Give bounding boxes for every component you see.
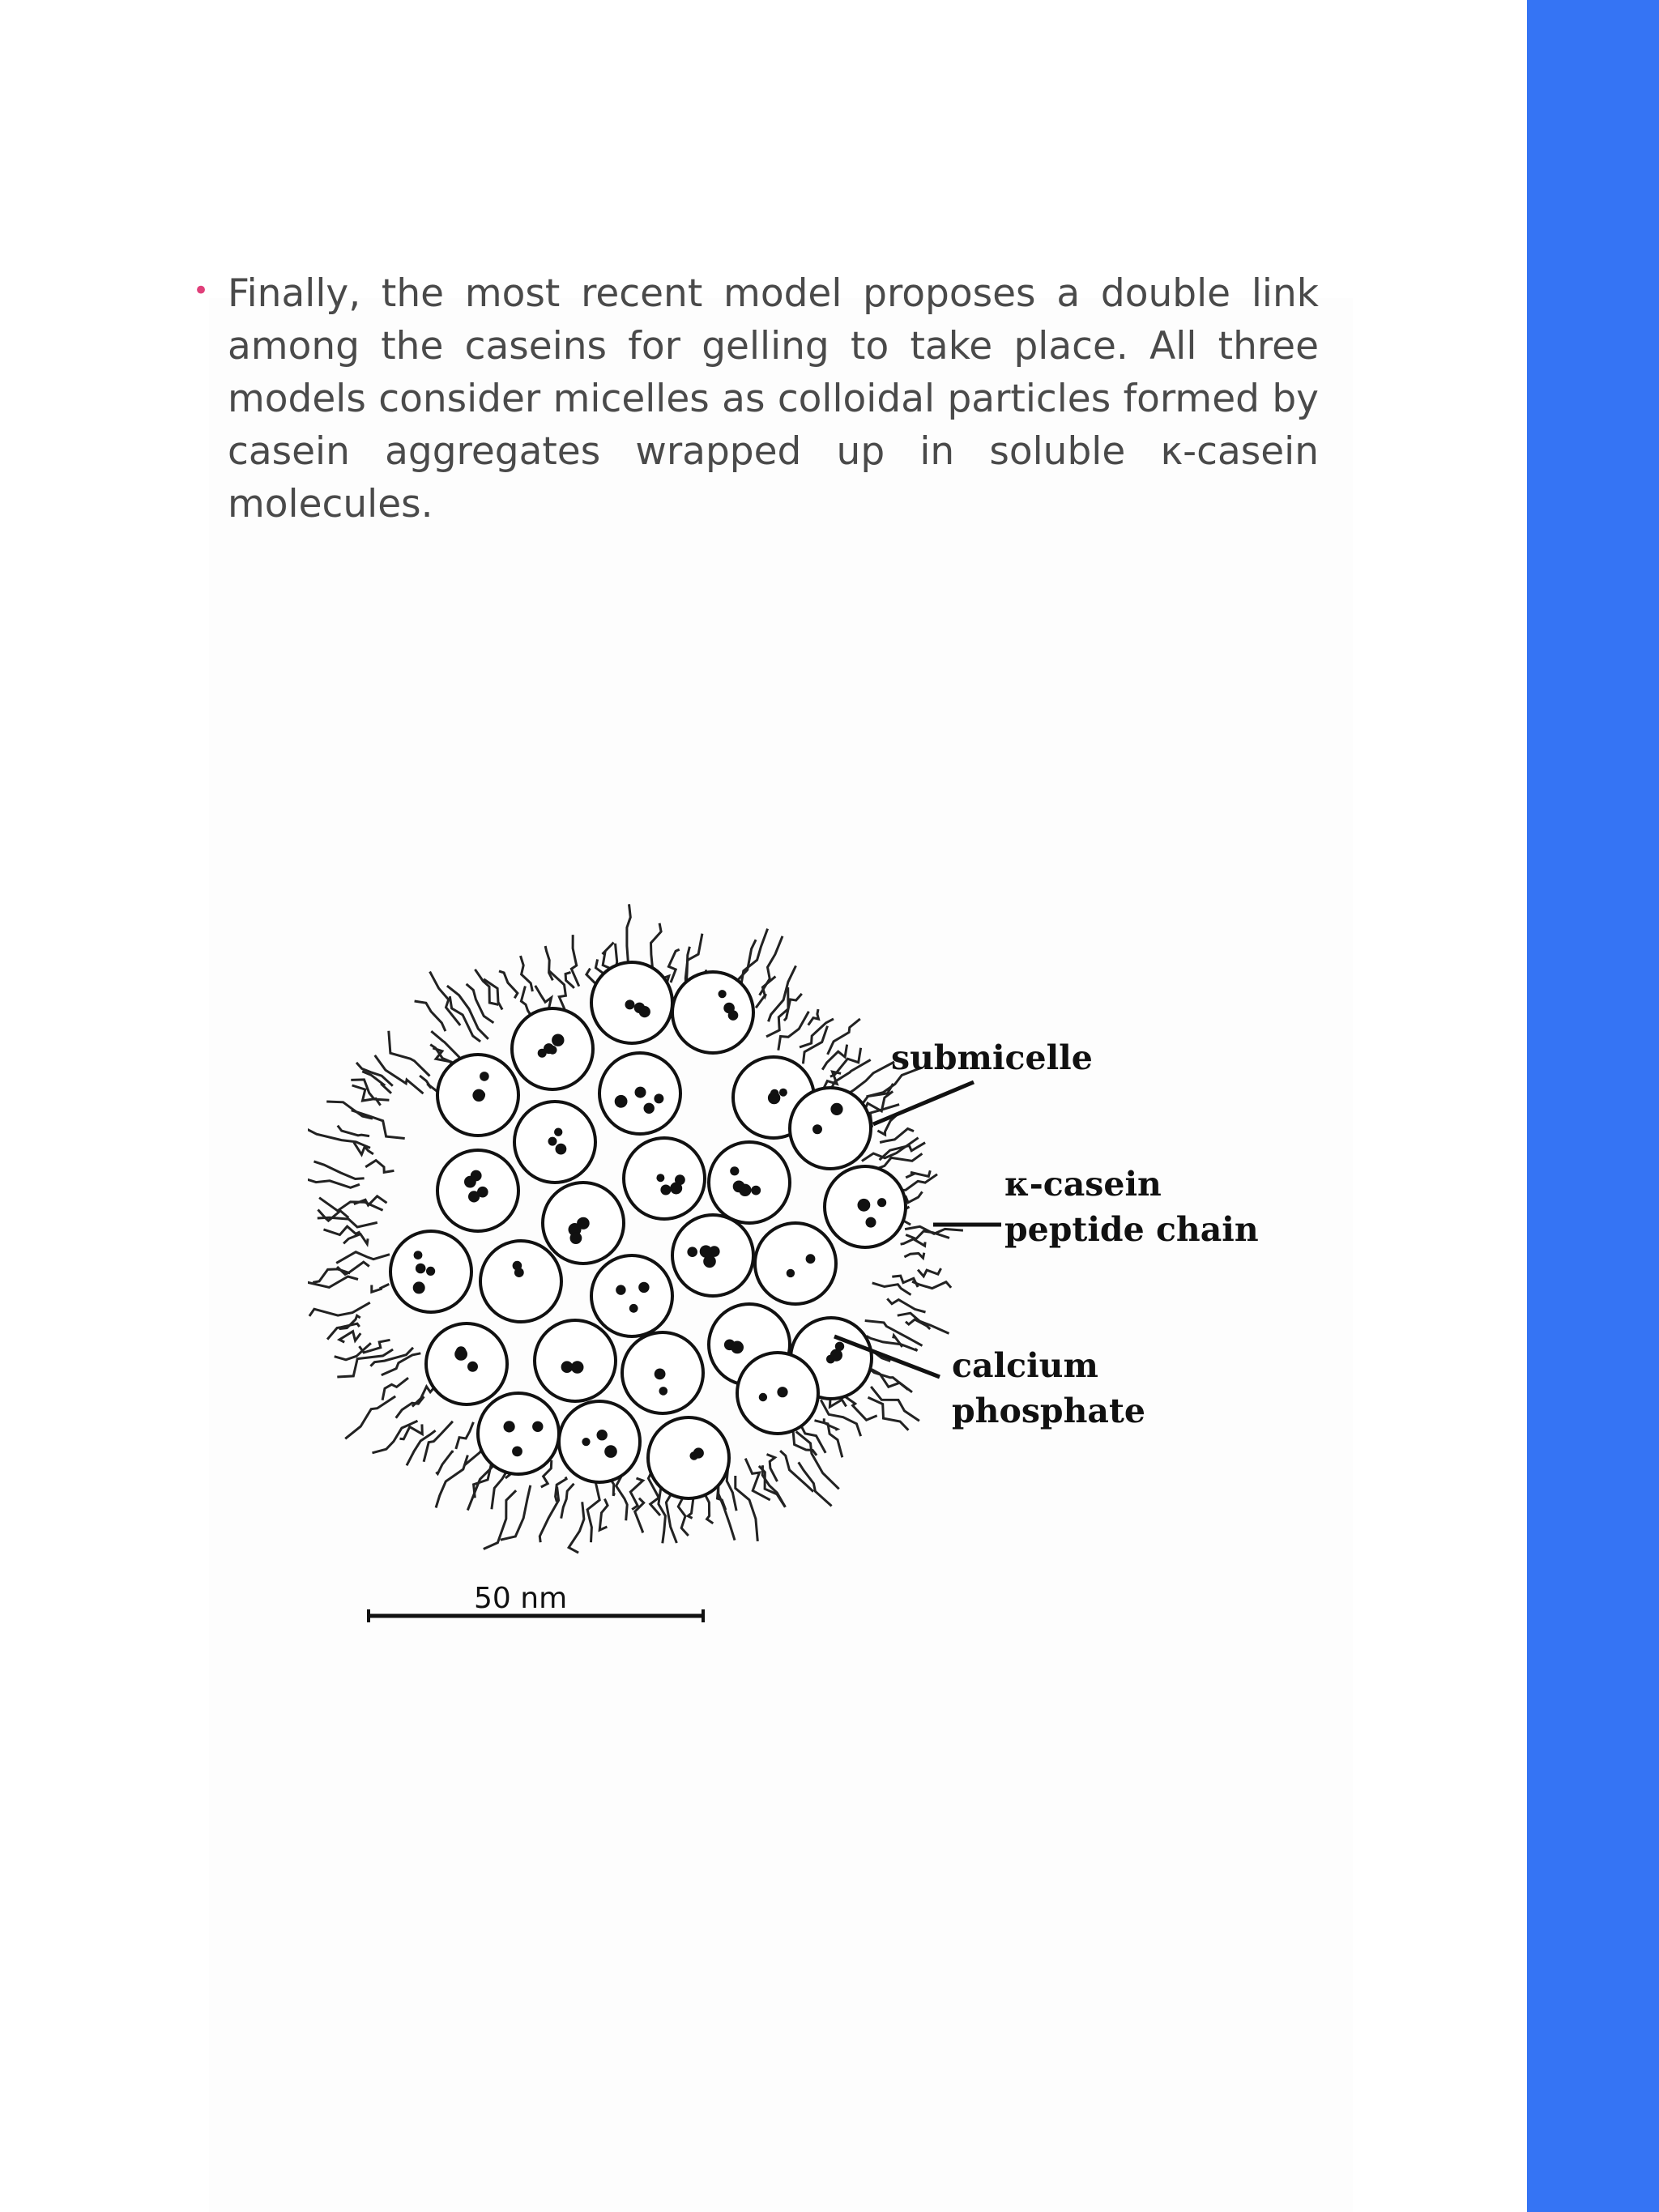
calcium-phosphate-dot: [723, 1003, 735, 1014]
kappa-casein-hair: [313, 1269, 350, 1283]
kappa-casein-hair: [887, 1298, 925, 1312]
calcium-phosphate-dot: [616, 1285, 625, 1294]
kappa-casein-hair: [767, 1455, 778, 1482]
kappa-casein-hair: [906, 1170, 930, 1178]
submicelle: [790, 1088, 871, 1169]
calcium-phosphate-dot: [660, 1185, 671, 1196]
kappa-casein-hair: [872, 1283, 911, 1295]
calcium-phosphate-dot: [467, 1362, 478, 1372]
calcium-phosphate-dot: [554, 1128, 562, 1136]
kappa-casein-hair: [314, 1161, 365, 1179]
kappa-casein-hair: [906, 1231, 949, 1239]
kappa-casein-hair: [904, 1253, 923, 1259]
kappa-casein-hair: [800, 1019, 834, 1047]
submicelle-circle: [535, 1320, 616, 1401]
calcium-phosphate-dot: [787, 1269, 795, 1277]
calcium-phosphate-dot: [779, 1089, 787, 1097]
submicelle: [648, 1417, 729, 1498]
calcium-phosphate-dot: [751, 1186, 761, 1196]
calcium-phosphate-dot: [835, 1342, 844, 1351]
submicelle: [737, 1353, 818, 1434]
submicelles: [390, 962, 906, 1498]
calcium-phosphate-dot: [866, 1217, 876, 1228]
submicelle: [709, 1142, 790, 1223]
kappa-casein-hair: [868, 1397, 909, 1430]
kappa-casein-hair: [354, 1196, 387, 1205]
bullet-icon: •: [193, 275, 210, 307]
kappa-casein-hair: [912, 1281, 951, 1288]
calcium-phosphate-dot: [571, 1361, 584, 1374]
calcium-phosphate-dot: [548, 1137, 557, 1146]
submicelle: [535, 1320, 616, 1401]
kappa-casein-hair: [780, 1451, 813, 1492]
calcium-phosphate-dot: [812, 1124, 822, 1134]
kappa-casein-hair: [668, 949, 679, 982]
submicelle: [512, 1008, 593, 1089]
submicelle: [825, 1166, 906, 1247]
submicelle: [624, 1138, 705, 1219]
kappa-casein-hair: [356, 1063, 393, 1086]
submicelle: [599, 1053, 680, 1134]
submicelle-circle: [426, 1323, 507, 1404]
submicelle: [622, 1332, 703, 1413]
kappa-casein-hair: [627, 904, 630, 966]
kappa-casein-hair: [799, 1462, 832, 1506]
kappa-casein-hair: [918, 1268, 941, 1276]
submicelle-circle: [591, 1255, 672, 1336]
calcium-phosphate-dot: [512, 1447, 522, 1457]
calcium-phosphate-dot: [604, 1445, 617, 1458]
bullet-text: Finally, the most recent model proposes a double link among the caseins for gelling to take place. All three models consider micelles as colloidal particles formed by casein aggregates wrapped up in soluble κ-casein molecules.: [228, 271, 1319, 526]
submicelle: [755, 1223, 836, 1304]
submicelle: [437, 1055, 518, 1136]
kappa-casein-hair: [719, 1480, 735, 1541]
kappa-casein-hair: [389, 1031, 430, 1076]
kappa-casein-hair: [545, 946, 552, 980]
calcium-phosphate-dot: [635, 1087, 646, 1098]
calcium-phosphate-dot: [687, 1247, 697, 1257]
kappa-casein-hair: [436, 1455, 467, 1508]
submicelle-circle: [480, 1241, 561, 1322]
calcium-phosphate-dot: [582, 1438, 590, 1446]
kappa-casein-hair: [535, 986, 552, 1009]
calcium-phosphate-dot: [655, 1369, 666, 1380]
calcium-phosphate-dot: [659, 1387, 668, 1396]
calcium-phosphate-dot: [638, 1282, 649, 1293]
kappa-casein-hair: [308, 1128, 370, 1148]
submicelle: [672, 1215, 753, 1296]
calcium-phosphate-dot: [719, 990, 727, 998]
kappa-casein-hair: [603, 943, 614, 969]
calcium-label: calcium: [952, 1346, 1098, 1385]
calcium-phosphate-dot: [639, 1006, 650, 1017]
submicelle-circle: [790, 1088, 871, 1169]
kcasein-label: κ-casein: [1004, 1165, 1162, 1204]
kappa-casein-hair: [337, 1262, 369, 1274]
kappa-casein-hair: [901, 1239, 926, 1246]
calcium-phosphate-dot: [477, 1187, 488, 1198]
submicelle: [672, 972, 753, 1053]
scale-bar-label: 50 nm: [474, 1582, 568, 1615]
calcium-phosphate-dot: [416, 1264, 426, 1274]
calcium-phosphate-dot: [471, 1170, 482, 1182]
calcium-phosphate-dot: [654, 1093, 663, 1103]
kappa-casein-hair: [351, 1080, 389, 1100]
calcium-phosphate-dot: [426, 1267, 435, 1276]
kappa-casein-hair: [309, 1302, 370, 1316]
accent-side-band: [1527, 0, 1659, 2212]
kappa-casein-hair: [599, 1499, 608, 1531]
submicelle: [559, 1401, 640, 1482]
kappa-casein-hair: [740, 929, 768, 991]
calcium-phosphate-dot: [730, 1166, 739, 1175]
kappa-casein-hair: [784, 994, 802, 1021]
calcium-phosphate-dot: [670, 1183, 682, 1195]
kappa-casein-hair: [808, 1009, 819, 1025]
calcium-phosphate-dot: [414, 1251, 423, 1259]
kappa-casein-hair: [587, 1481, 599, 1542]
peptide-chain-label: peptide chain: [1004, 1210, 1259, 1249]
submicelle: [591, 1255, 672, 1336]
phosphate-label: phosphate: [952, 1392, 1145, 1430]
submicelle-circle: [755, 1223, 836, 1304]
calcium-phosphate-dot: [480, 1072, 489, 1081]
submicelle: [390, 1231, 471, 1312]
calcium-phosphate-dot: [700, 1245, 712, 1257]
kappa-casein-hair: [345, 1396, 395, 1438]
kappa-casein-hair: [415, 1001, 446, 1031]
calcium-phosphate-dot: [777, 1387, 787, 1397]
kappa-casein-hair: [456, 1422, 474, 1449]
calcium-phosphate-dot: [532, 1421, 543, 1432]
kappa-casein-hair: [569, 1502, 584, 1553]
calcium-phosphate-dot: [514, 1268, 524, 1277]
submicelle-label: submicelle: [891, 1038, 1093, 1077]
submicelle: [514, 1102, 595, 1183]
kappa-casein-hair: [828, 1019, 860, 1055]
calcium-phosphate-dot: [454, 1348, 467, 1361]
calcium-phosphate-dot: [413, 1281, 425, 1294]
calcium-phosphate-dot: [693, 1447, 704, 1458]
submicelle-circle: [709, 1142, 790, 1223]
calcium-phosphate-dot: [556, 1144, 567, 1155]
submicelle: [426, 1323, 507, 1404]
calcium-phosphate-dot: [656, 1174, 664, 1182]
calcium-phosphate-dot: [858, 1199, 871, 1212]
kappa-casein-hair: [430, 972, 461, 1025]
calcium-phosphate-dot: [806, 1254, 816, 1264]
submicelle-circle: [648, 1417, 729, 1498]
kappa-casein-hair: [756, 977, 775, 1008]
kappa-casein-hair: [338, 1126, 369, 1136]
calcium-phosphate-dot: [504, 1421, 515, 1432]
kappa-casein-hair: [561, 1484, 574, 1519]
calcium-phosphate-dot: [477, 1091, 485, 1099]
kappa-casein-hair: [339, 1332, 360, 1342]
calcium-phosphate-dot: [615, 1095, 628, 1108]
calcium-phosphate-dot: [625, 999, 635, 1009]
submicelle: [591, 962, 672, 1043]
calcium-phosphate-dot: [570, 1232, 582, 1244]
calcium-phosphate-dot: [830, 1103, 842, 1115]
kappa-casein-hair: [343, 1234, 368, 1244]
kappa-casein-hair: [436, 1451, 453, 1474]
calcium-phosphate-dot: [731, 1341, 744, 1354]
kappa-casein-hair: [616, 1474, 628, 1520]
kappa-casein-hair: [706, 1495, 713, 1524]
kappa-casein-hair: [484, 1490, 516, 1549]
kappa-casein-hair: [324, 1226, 360, 1234]
calcium-phosphate-dot: [552, 1034, 564, 1046]
submicelle-circle: [478, 1393, 559, 1474]
kappa-casein-hair: [326, 1102, 373, 1119]
kappa-casein-hair: [420, 1076, 437, 1091]
kappa-casein-hair: [499, 971, 518, 998]
calcium-phosphate-dot: [548, 1046, 557, 1055]
calcium-phosphate-dot: [538, 1049, 547, 1058]
kappa-casein-hair: [571, 935, 578, 987]
calcium-phosphate-dot: [597, 1430, 608, 1440]
submicelle: [478, 1393, 559, 1474]
calcium-phosphate-dot: [770, 1089, 779, 1098]
calcium-phosphate-dot: [629, 1304, 638, 1313]
calcium-phosphate-dot: [877, 1198, 886, 1207]
kappa-casein-hair: [373, 1421, 418, 1453]
kappa-casein-hair: [521, 956, 533, 991]
submicelle: [437, 1150, 518, 1231]
submicelle-circle: [672, 972, 753, 1053]
calcium-phosphate-dot: [733, 1181, 745, 1193]
calcium-phosphate-dot: [644, 1103, 655, 1114]
submicelle-circle: [559, 1401, 640, 1482]
submicelle: [480, 1241, 561, 1322]
calcium-phosphate-dot: [759, 1393, 767, 1401]
kappa-casein-hair: [407, 1430, 436, 1465]
casein-micelle-diagram: [308, 875, 1264, 1644]
submicelle: [543, 1183, 624, 1264]
kappa-casein-hair: [308, 1179, 360, 1188]
kappa-casein-hair: [372, 1284, 390, 1292]
kappa-casein-hair: [365, 1161, 394, 1173]
